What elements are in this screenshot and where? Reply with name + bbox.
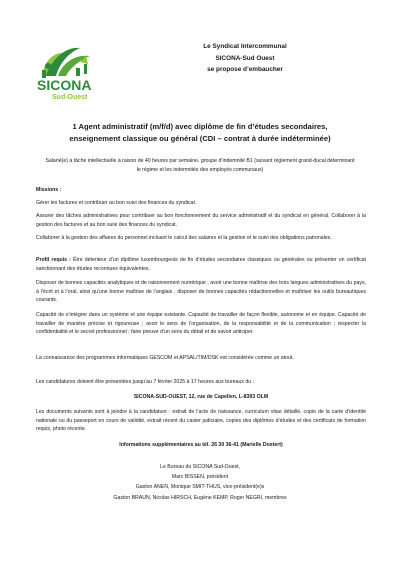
employer-header <box>160 41 330 76</box>
job-title <box>50 121 350 144</box>
job-title-line-1: 1 Agent administratif (m/f/d) avec diplôme de fin d’études secondaires, <box>72 122 328 131</box>
logo-name: SICONA <box>37 77 92 93</box>
profil-paragraph-3: Capacité de s’intégrer dans un système et une équipe existante. Capacité de travailler de façon flexible, autonome et en équipe. Capacité de travailler de manière précise et rigoureuse ; avoir le sens de l’organisation, de la responsabilité et de la communication ; respecter la confidentialité et le secret professionnel ; faire preuve d’un sens du détail et de savoir anticiper. <box>36 312 366 336</box>
profil-paragraph-1 <box>36 256 366 273</box>
signature-line-4: Gaston BRAUN, Nicolas HIRSCH, Eugène KEMP, Roger NEGRI, membres <box>113 494 287 501</box>
profil-paragraph-2: Disposer de bonnes capacités analytiques et de raisonnement numérique ; avoir une bonne maîtrise des trois langues administratives du pays, à l’écrit et à l’oral, ainsi qu’une bonne maîtrise de l’anglais ; disposer de bonnes capacités rédactionnelles et maîtriser les outils bureautiques courants. <box>36 280 366 304</box>
sicona-logo-mark <box>36 40 100 102</box>
deadline-paragraph: Les candidatures doivent être présentées jusqu’au 7 février 2025 à 17 heures aux bureaux du : <box>36 379 255 385</box>
documents-paragraph: Les documents suivants sont à joindre à la candidature : extrait de l’acte de naissance, curriculum vitae détaillé, copie de la carte d’identité nationale ou du passeport en cours de validité, extrait récent du casier judiciaire, copies des diplômes d’études et des certificats de formation requis, photo récente. <box>36 409 366 433</box>
header-line-1: Le Syndicat Intercommunal <box>203 43 287 50</box>
application-address: SICONA-SUD-OUEST, 12, rue de Capellen, L-8393 OLM <box>133 394 269 400</box>
sicona-logo <box>36 40 100 102</box>
contact-info: Informations supplémentaires au tél. 26 30 36-41 (Marielle Dostert) <box>119 442 283 448</box>
job-conditions: Salarié(e) à tâche intellectuelle à raison de 40 heures par semaine, groupe d’indemnité B1 (suivant règlement grand-ducal déterminant le régime et les indemnités des employés communaux) <box>45 158 355 173</box>
missions-paragraph-2: Assurer des tâches administratives pour contribuer au bon fonctionnement du service administratif et du syndicat en général. Collaborer à la gestion des factures et au bon suivi des finances du syndicat. <box>36 213 366 228</box>
signature-line-1: Le Bureau du SICONA Sud-Ouest, <box>160 464 240 470</box>
missions-heading: Missions : <box>36 187 62 193</box>
header-line-3: se propose d’embaucher <box>207 66 283 73</box>
missions-paragraph-1: Gérer les factures et contribuer au bon suivi des finances du syndicat. <box>36 200 197 206</box>
header-line-2: SICONA-Sud Ouest <box>215 54 275 62</box>
signature-line-2: Marc BISSEN, président <box>171 474 229 481</box>
profil-paragraph-4: La connaissance des programmes informatiques GESCOM et APSAL/TIM/DSK est considérée comme un atout. <box>36 355 294 361</box>
job-title-line-2: enseignement classique ou général (CDI – contrat à durée indéterminée) <box>69 133 331 143</box>
profil-text-1: Être détenteur d’un diplôme luxembourgeois de fin d’études secondaires classiques ou générales ou présenter un certificat sanctionnant des études reconnues équivalentes. <box>36 257 366 272</box>
logo-tagline: Sud-Ouest <box>52 94 88 101</box>
missions-paragraph-3: Collaborer à la gestion des affaires du personnel incluant le calcul des salaires et la gestion et le suivi des obligations patronales. <box>36 235 332 241</box>
signature-line-3: Gaston ANEN, Monique SMIT-THUS, vice-président(e)s <box>135 484 265 491</box>
profil-label: Profil requis : <box>36 257 71 263</box>
signature-block <box>0 462 400 503</box>
